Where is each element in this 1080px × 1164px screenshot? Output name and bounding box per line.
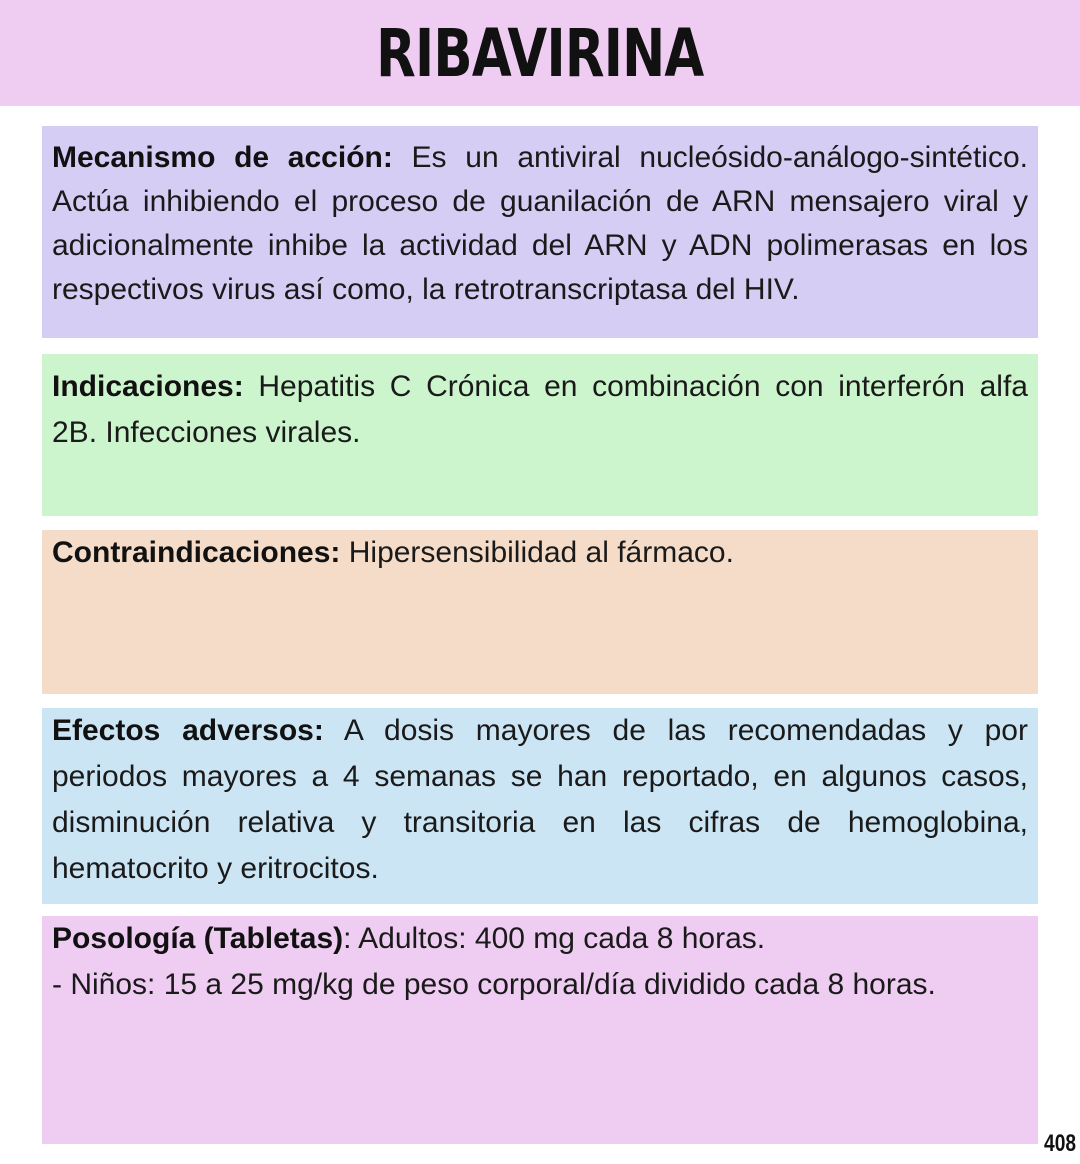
contraindicaciones-paragraph [52,530,1028,576]
page-number: 408 [1043,1130,1076,1157]
efectos-text: A dosis mayores de las recomendadas y por periodos mayores a 4 semanas se han reportado, en algunos casos, disminución relativa y transitoria en las cifras de hemoglobina, hematocrito y eritrocitos. [52,714,1028,885]
contraindicaciones-text: Hipersensibilidad al fármaco. [348,536,734,569]
posologia-line2: - Niños: 15 a 25 mg/kg de peso corporal/día dividido cada 8 horas. [52,968,936,1001]
mecanismo-text: Es un antiviral nucleósido-análogo-sintético. Actúa inhibiendo el proceso de guanilación de ARN mensajero viral y adicionalmente inhibe la actividad del ARN y ADN polimerasas en los respectivos virus así como, la retrotranscriptasa del HIV. [52,141,1028,306]
page-title: RIBAVIRINA [376,14,704,92]
section-posologia [42,916,1038,1144]
efectos-label: Efectos adversos: [52,714,324,747]
indicaciones-paragraph [52,364,1028,456]
posologia-paragraph [52,916,1028,962]
contraindicaciones-label: Contraindicaciones: [52,536,341,569]
indicaciones-text: Hepatitis C Crónica en combinación con interferón alfa 2B. Infecciones virales. [52,370,1028,449]
section-indicaciones [42,354,1038,516]
posologia-label: Posología (Tabletas) [52,922,344,955]
mecanismo-label: Mecanismo de acción: [52,141,393,174]
posologia-text: : Adultos: 400 mg cada 8 horas. [343,922,766,955]
indicaciones-label: Indicaciones: [52,370,244,403]
efectos-paragraph [52,708,1028,892]
mecanismo-paragraph [52,136,1028,312]
section-efectos-adversos [42,708,1038,904]
section-contraindicaciones [42,530,1038,694]
section-mecanismo [42,126,1038,338]
header-bar [0,0,1080,106]
